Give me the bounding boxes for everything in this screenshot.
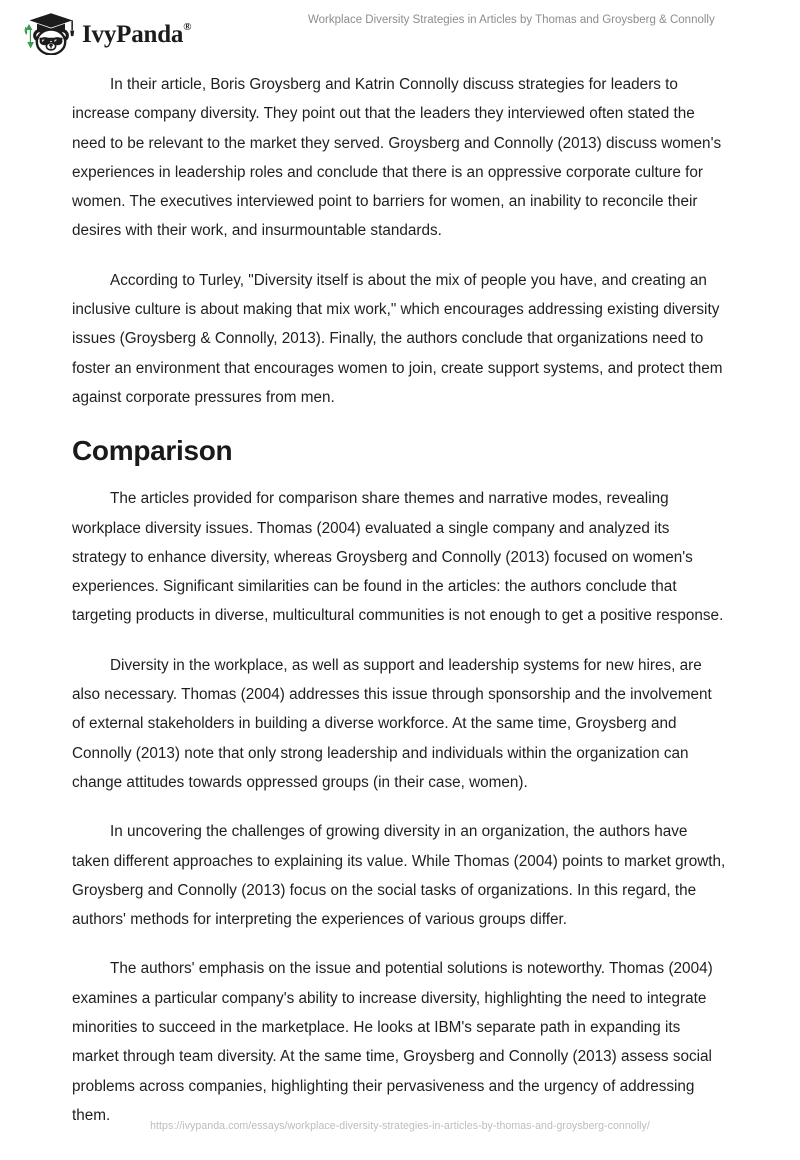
paragraph: The authors' emphasis on the issue and potential solutions is noteworthy. Thomas (2004) examines a particular company's ability to increase diversity, highlighting the need to integrate minorities to succeed in the marketplace. He looks at IBM's separate path in expanding its market through team diversity. At the same time, Groysberg and Connolly (2013) assess social problems across companies, highlighting their pervasiveness and the urgency of addressing them. [72,960,713,1124]
brand-name-text: IvyPanda [82,20,184,48]
page-section-heading: Comparison [72,435,233,467]
paragraph: The articles provided for comparison share themes and narrative modes, revealing workplace diversity issues. Thomas (2004) evaluated a single company and analyzed its strategy to enhance diversity, whereas Groysberg and Connolly (2013) focused on women's experiences. Significant similarities can be found in the articles: the authors conclude that targeting products in diverse, multicultural communities is not enough to get a positive response. [72,490,724,625]
paragraph: Diversity in the workplace, as well as support and leadership systems for new hires, are also necessary. Thomas (2004) addresses this issue through sponsorship and the involvement of external stakeholders in building a diverse workforce. At the same time, Groysberg and Connolly (2013) note that only strong leadership and individuals within the organization can change attitudes towards oppressed groups (in their case, women). [72,656,712,791]
brand-wordmark [82,22,191,47]
paragraph: In their article, Boris Groysberg and Katrin Connolly discuss strategies for leaders to increase company diversity. They point out that the leaders they interviewed often stated the need to be relevant to the market they served. Groysberg and Connolly (2013) discuss women's experiences in leadership roles and conclude that there is an oppressive corporate culture for women. The executives interviewed point to barriers for women, an inability to reconcile their desires with their work, and insurmountable standards. [72,76,722,240]
brand-logo[interactable] [18,11,191,55]
panda-graduate-logo-icon [18,11,80,55]
registered-mark: ® [183,21,192,34]
page-header [0,0,800,60]
page-footer [0,1116,800,1134]
paragraph: In uncovering the challenges of growing diversity in an organization, the authors have taken different approaches to explaining its value. While Thomas (2004) points to market growth, Groysberg and Connolly (2013) focus on the social tasks of organizations. In this regard, the authors' methods for interpreting the experiences of various groups differ. [72,823,726,929]
document-content [72,70,728,1150]
source-url[interactable]: https://ivypanda.com/essays/workplace-diversity-strategies-in-articles-by-thomas-and-groysberg-connolly/ [150,1120,650,1132]
paragraph: According to Turley, "Diversity itself is about the mix of people you have, and creating an inclusive culture is about making that mix work," which encourages addressing existing diversity issues (Groysberg & Connolly, 2013). Finally, the authors conclude that organizations need to foster an environment that encourages women to join, create support systems, and protect them against corporate pressures from men. [72,271,723,406]
document-title-header: Workplace Diversity Strategies in Articles by Thomas and Groysberg & Connolly [308,14,715,26]
